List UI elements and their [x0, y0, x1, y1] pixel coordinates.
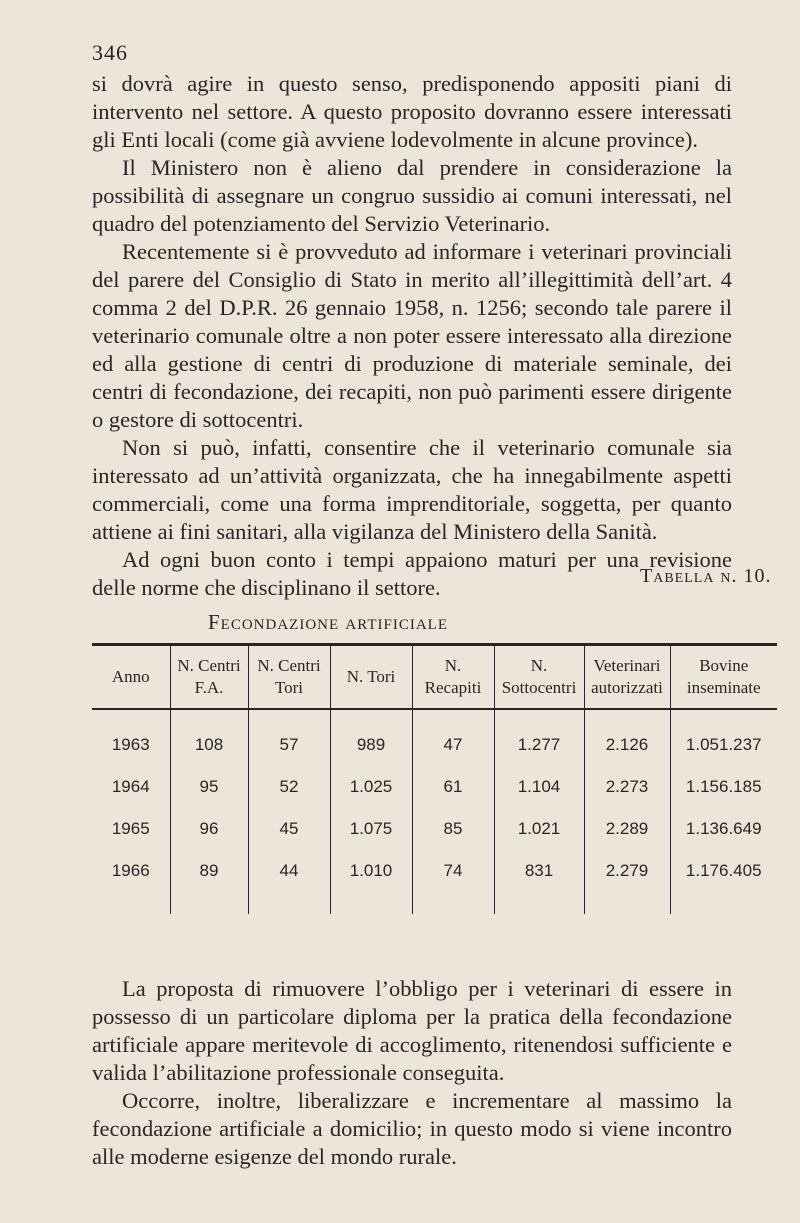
table-header-row — [92, 646, 777, 709]
table-cell: 1.104 — [494, 766, 584, 808]
column-header: N. Centri F.A. — [170, 646, 248, 709]
table-row — [92, 808, 777, 850]
table-cell: 47 — [412, 709, 494, 766]
table-cell: 85 — [412, 808, 494, 850]
page-number: 346 — [92, 40, 128, 65]
column-header: N. Recapiti — [412, 646, 494, 709]
table-cell: 1965 — [111, 819, 150, 838]
table-cell: 2.126 — [584, 709, 670, 766]
table-cell: 45 — [248, 808, 330, 850]
body-text-bottom — [92, 975, 732, 1171]
table-cell: 1.025 — [330, 766, 412, 808]
column-header: N. Centri Tori — [248, 646, 330, 709]
table-cell: 74 — [412, 850, 494, 914]
table-cell: 1.156.185 — [670, 766, 777, 808]
table-cell: 1.277 — [494, 709, 584, 766]
column-header: Anno — [92, 646, 170, 709]
table-cell: 1.010 — [330, 850, 412, 914]
table-cell: 1.176.405 — [670, 850, 777, 914]
table-cell: 2.273 — [584, 766, 670, 808]
body-text-top — [92, 70, 732, 602]
column-header: Bovine inseminate — [670, 646, 777, 709]
table-cell: 108 — [170, 709, 248, 766]
table-cell: 57 — [248, 709, 330, 766]
table-row — [92, 766, 777, 808]
column-header: N. Sottocentri — [494, 646, 584, 709]
paragraph: Ad ogni buon conto i tempi appaiono maturi per una revisione delle norme che disciplinano il settore. — [92, 547, 732, 600]
table-row — [92, 709, 777, 766]
paragraph: La proposta di rimuovere l’obbligo per i veterinari di essere in possesso di un particolare diploma per la pratica della fecondazione artificiale appare meritevole di accoglimento, ritenendosi sufficiente e valida l’abilitazione professionale conseguita. — [92, 976, 732, 1085]
table-cell: 1.021 — [494, 808, 584, 850]
table-row — [92, 850, 777, 914]
table-cell: 96 — [170, 808, 248, 850]
table-cell: 2.289 — [584, 808, 670, 850]
table-cell: 1966 — [111, 861, 150, 880]
table-cell: 52 — [248, 766, 330, 808]
table-cell: 95 — [170, 766, 248, 808]
table-title: Fecondazione artificiale — [208, 610, 449, 634]
table-cell: 1963 — [111, 735, 150, 754]
paragraph: si dovrà agire in questo senso, predisponendo appositi piani di intervento nel settore. A questo proposito dovranno essere interessati gli Enti locali (come già avviene lodevolmente in alcune province). — [92, 71, 732, 152]
table-cell: 989 — [330, 709, 412, 766]
paragraph: Il Ministero non è alieno dal prendere in considerazione la possibilità di assegnare un congruo sussidio ai comuni interessati, nel quadro del potenziamento del Servizio Veterinario. — [92, 155, 732, 236]
column-header: N. Tori — [330, 646, 412, 709]
paragraph: Occorre, inoltre, liberalizzare e incrementare al massimo la fecondazione artificiale a domicilio; in questo modo si viene incontro alle moderne esigenze del mondo rurale. — [92, 1088, 732, 1169]
table-cell: 1.075 — [330, 808, 412, 850]
table-label: Tabella n. 10. — [640, 565, 772, 587]
paragraph: Recentemente si è provveduto ad informare i veterinari provinciali del parere del Consiglio di Stato in merito all’illegittimità dell’art. 4 comma 2 del D.P.R. 26 gennaio 1958, n. 1256; secondo tale parere il veterinario comunale oltre a non poter essere interessato alla direzione ed alla gestione di centri di produzione di materiale seminale, dei centri di fecondazione, dei recapiti, non può parimenti essere dirigente o gestore di sottocentri. — [92, 239, 732, 432]
table-cell: 831 — [494, 850, 584, 914]
data-table-container — [92, 643, 777, 914]
table-cell: 44 — [248, 850, 330, 914]
table-cell: 89 — [170, 850, 248, 914]
paragraph: Non si può, infatti, consentire che il veterinario comunale sia interessato ad un’attività organizzata, che ha innegabilmente aspetti commerciali, come una forma imprenditoriale, soggetta, per quanto attiene ai fini sanitari, alla vigilanza del Ministero della Sanità. — [92, 435, 732, 544]
column-header: Veterinari autorizzati — [584, 646, 670, 709]
table-cell: 1964 — [111, 777, 150, 796]
table-cell: 2.279 — [584, 850, 670, 914]
table-cell: 1.136.649 — [670, 808, 777, 850]
table-cell: 1.051.237 — [670, 709, 777, 766]
table-cell: 61 — [412, 766, 494, 808]
data-table — [92, 646, 777, 914]
